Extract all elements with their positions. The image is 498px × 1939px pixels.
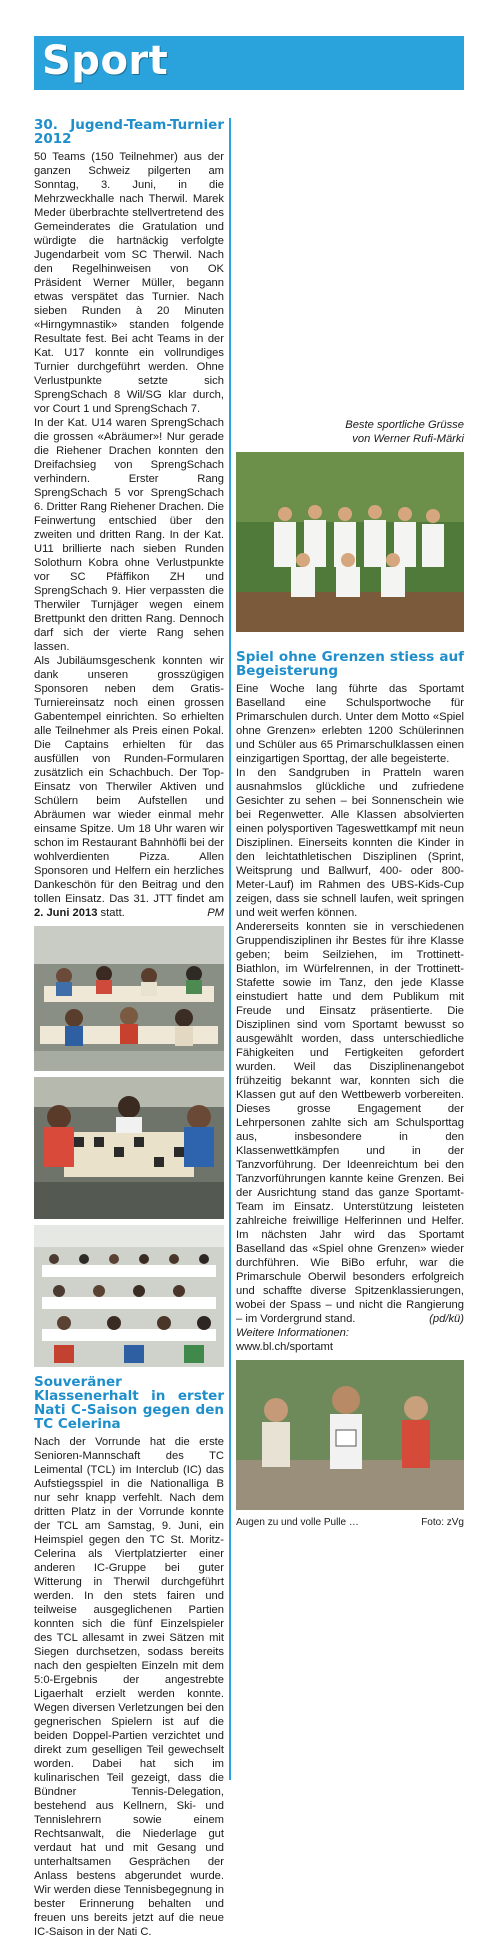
- left-column: [34, 118, 224, 1939]
- article1-paragraph-3-end: statt.: [100, 907, 125, 919]
- photo-credit: Foto: zVg: [421, 1517, 464, 1528]
- article3-paragraph-1: Eine Woche lang führte das Sportamt Baselland eine Schulsportwoche für Primarschulen durch. Unter dem Motto «Spiel ohne Grenzen» erlebten 1200 Schülerinnen und Schüler aus 65 Primarschulklassen einen einzigartigen Sporttag, der alle begeisterte.: [236, 683, 464, 765]
- chess-photo-2: [34, 1077, 224, 1219]
- article3-credit: (pd/kü): [429, 1313, 464, 1325]
- chess-photo-1: [34, 926, 224, 1071]
- article1-next-date: 2. Juni 2013: [34, 907, 98, 919]
- chess-photo-3: [34, 1225, 224, 1367]
- article1-title: 30. Jugend-Team-Turnier 2012: [34, 117, 224, 147]
- section-title: Sport: [42, 38, 169, 84]
- article3-paragraph-3: [236, 920, 464, 1326]
- article1-author: PM: [207, 907, 224, 919]
- article1-paragraph-2: In der Kat. U14 waren SprengSchach die grossen «Abräumer»! Nur gerade die Riehener Drachen konnten den Dreifachsieg von SprengSchach verhindern. Erster Rang SprengSchach 5 vor SprengSchach 6. Dritter Rang Riehener Drachen. Die Feinwertung entschied über den zweiten und dritten Rang. In der Kat. U11 brillierte nach sieben Runden Solothurn Kobra ohne Verlustpunkte vor SC Pfäffikon ZH und SprengSchach 9. Hier verpassten die Therwiler Turnjäger wegen einem Brettpunkt den dritten Rang. Dennoch darf sich der vierte Rang sehen lassen.: [34, 417, 224, 653]
- article3-title: Spiel ohne Grenzen stiess auf Begeisterung: [236, 649, 464, 679]
- runners-photo: [236, 1360, 464, 1510]
- photo-caption: Augen zu und volle Pulle …: [236, 1517, 359, 1528]
- more-info-link[interactable]: www.bl.ch/sportamt: [236, 1341, 333, 1353]
- article1-paragraph-3: [34, 654, 224, 920]
- article3-paragraph-2: In den Sandgruben in Pratteln waren ausnahmslos glückliche und zufriedene Gesichter zu sehen – bei Sonnenschein wie bei Regenwetter. Alle Klassen absolvierten einen polysportiven Tageswettkampf mit neun Disziplinen. Einerseits konnten die Kinder in den leichtathletischen Disziplinen (Sprint, Weitsprung und Ballwurf, 400- oder 800-Meter-Lauf) im Rahmen des UBS-Kids-Cup zeigen, dass sie schnell laufen, weit springen und weit werfen können.: [236, 767, 464, 919]
- column-divider: [229, 118, 231, 1780]
- section-banner: [34, 36, 464, 90]
- photo-caption-row: [236, 1516, 464, 1530]
- right-column: [236, 118, 464, 1530]
- article1-paragraph-3-text: Als Jubiläumsgeschenk konnten wir dank unseren grosszügigen Sponsoren neben dem Gratis-Turniereinsatz noch einen grossen Gabentempel einrichten. So erhielten alle Teilnehmer als Preis einen Pokal. Die Captains erhielten für das ausfüllen von Runden-Formularen zusätzlich ein Schachbuch. Der Top-Einsatz von Therwiler Aktiven und Schülern beim Aufstellen und Abräumen war wieder einmal mehr einsame Spitze. Um 18 Uhr waren wir schon im Restaurant Bahnhöfli bei der wohlverdienten Pizza. Allen Sponsoren und Helfern ein herzliches Dankeschön für den Beitrag und den tollen Einsatz. Das 31. JTT findet am: [34, 655, 224, 905]
- tennis-team-photo: [236, 452, 464, 632]
- article3-paragraph-3-text: Andererseits konnten sie in verschiedenen Gruppendisziplinen ihr Bestes für ihre Klasse geben; beim Seilziehen, im Trottinett-Biathlon, im Würfelrennen, in der Trottinett-Stafette sowie im Tanz, den jede Klasse einstudiert hatte und dem Publikum mit Freude und Einsatz präsentierte. Die Disziplinen sind vom Sportamt bewusst so ausgewählt worden, dass unterschiedliche Fähigkeiten und Fertigkeiten gefordert wurden. Weil das Disziplinenangebot frühzeitig bekannt war, konnten sich die Klassen gut auf den Wettbewerb vorbereiten. Dieses grosse Engagement der Lehrpersonen zahlte sich am Schulsporttag aus, insbesondere in den Klassenwettkämpfen und in der Tanzvorführung. Der Ideenreichtum bei den Tanzvorführungen kannte keine Grenzen. Bei der Ausrichtung stand das ganze Sportamt-Team im Einsatz. Unterstützung leisteten zahlreiche freiwillige Helferinnen und Helfer. Im nächsten Jahr wird das Sportamt Baselland das «Spiel ohne Grenzen» wieder durchführen. Wie BiBo erfuhr, war die Primarschule Oberwil besonders erfolgreich und schaffte diverse Spitzenklassierungen, wobei der Spass – und nicht die Rangierung – im Vordergrund stand.: [236, 921, 464, 1325]
- article2-paragraph-1: Nach der Vorrunde hat die erste Senioren-Mannschaft des TC Leimental (TCL) im Interclub (IC) das Aufstiegsspiel in die Nationalliga B nur sehr knapp verfehlt. Nach dem dritten Platz in der Vorrunde konnte der TCL am Samstag, 9. Juni, ein Heimspiel gegen den TC St. Moritz-Celerina als Viertplatzierter einer anderen IC-Gruppe bei guter Witterung in Therwil durchgeführt werden. In den stets fairen und teilweise ausgeglichenen Partien konnten sich die fünf Einzelspieler des TCL allesamt in zwei Sätzen mit Siegen durchsetzen, sodass bereits nach den gespielten Einzeln mit dem 5:0-Ergebnis der angestrebte Ligaerhalt erzielt werden konnte. Wegen diversen Verletzungen bei den gegnerischen Spielern ist auf die beiden Doppel-Partien verzichtet und direkt zum geselligen Teil gewechselt worden. Dabei hat sich im kulinarischen Teil gezeigt, dass die Bündner Tennis-Delegation, bestehend aus Kellnern, Ski- und Tennislehrern sowie einem Rechtsanwalt, die Niederlage gut verdaut hat und mit Gesang und unterhaltsamen Gesprächen der Anlass bestens abgerundet wurde. Wir werden diese Tennisbegegnung in bester Erinnerung behalten und freuen uns bereits jetzt auf die neue IC-Saison in der Nati C.: [34, 1436, 224, 1938]
- article2-signature-line-1: Beste sportliche Grüsse: [345, 419, 464, 431]
- article2-title: Souveräner Klassenerhalt in erster Nati C-Saison gegen den TC Celerina: [34, 1374, 224, 1432]
- article2-signature-line-2: von Werner Rufi-Märki: [352, 433, 464, 445]
- more-info-label: Weitere Informationen:: [236, 1327, 349, 1339]
- article1-paragraph-1: 50 Teams (150 Teilnehmer) aus der ganzen Schweiz pilgerten am Sonntag, 3. Juni, in die Mehrzweckhalle nach Therwil. Marek Meder überbrachte stellvertretend des Gemeinderates die Gratulation und würdigte die hartnäckig verfolgte Jugendarbeit vom SC Therwil. Nach den Regelhinweisen von OK Präsident Werner Müller, begann etwas verspätet das Turnier. Nach sieben Runden à 20 Minuten «Hirngymnastik» standen folgende Resultate fest. Bei acht Teams in der Kat. U17 konnte ein vollrundiges Turnier durchgeführt werden. Ohne Verlustpunkte setzte sich SprengSchach 8 Wil/SG klar durch, vor Court 1 und SprengSchach 7.: [34, 151, 224, 415]
